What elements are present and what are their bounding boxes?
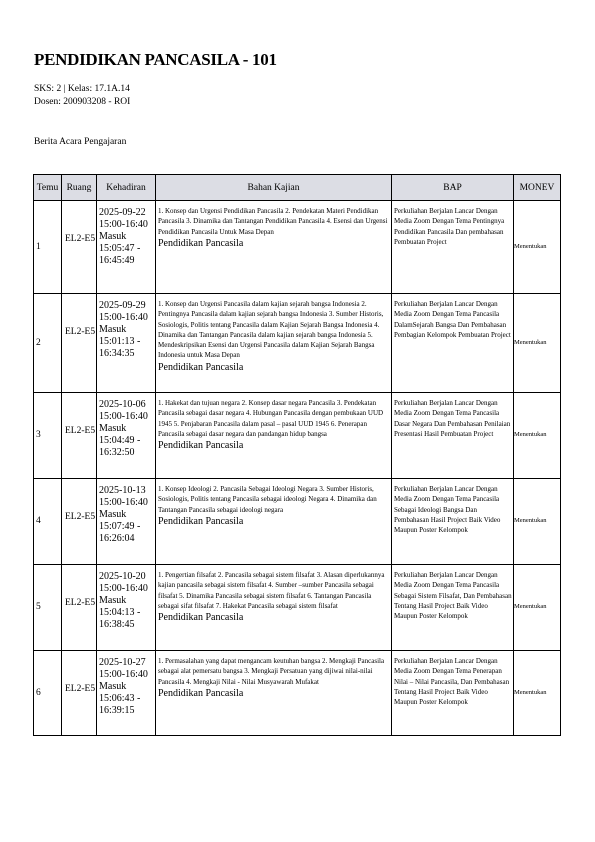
matkul-label: Pendidikan Pancasila	[158, 515, 244, 527]
waktu: 15:05:47 - 16:45:49	[99, 243, 141, 266]
tanggal: 2025-09-29	[99, 300, 146, 311]
waktu: 15:07:49 - 16:26:04	[99, 521, 141, 544]
bahan-cell	[156, 201, 392, 294]
table-bottom-border	[33, 735, 560, 736]
bahan-text: 1. Hakekat dan tujuan negara 2. Konsep dasar negara Pancasila 3. Pendekatan Pancasila sebagai dasar negara 4. Hubungan Pancasila dengan pembukaan UUD 1945 5. Penjabaran Pancasila dalam pasal – pasal UUD 1945 6. Penerapan Pancasila sebagai dasar negara dan pandangan hidup bangsa	[158, 399, 384, 438]
temu-cell: 6	[34, 651, 62, 736]
monev-cell: Menentukan	[514, 294, 561, 393]
ruang-cell: EL2-E5	[62, 294, 97, 393]
tanggal: 2025-10-13	[99, 485, 146, 496]
ruang-cell: EL2-E5	[62, 201, 97, 294]
bahan-text: 1. Pengertian filsafat 2. Pancasila sebagai sistem filsafat 3. Alasan diperlukannya kajian pancasila sebagai sistem filsafat 4. Sumber –sumber Pancasila sebagai filsafat 5. Dinamika Pancasila sebagai sistem filsafat 6. Tantangan Pancasila sebagai sifat filsafat 7. Hakekat Pancasila sebagai sistem filsafat	[158, 571, 385, 610]
bap-cell: Perkuliahan Berjalan Lancar Dengan Media Zoom Dengan Tema Pancasila Sebagai Sistem Filsafat, Dan Pembahasan Tentang Hasil Project Baik Video Maupun Poster Kelompok	[392, 565, 514, 651]
waktu: 15:04:13 - 16:38:45	[99, 607, 141, 630]
waktu: 15:06:43 - 16:39:15	[99, 693, 141, 716]
ruang-cell: EL2-E5	[62, 393, 97, 479]
matkul-label: Pendidikan Pancasila	[158, 361, 244, 373]
bahan-text: 1. Permasalahan yang dapat mengancam keutuhan bangsa 2. Mengkaji Pancasila sebagai alat pemersatu bangsa 3. Mengkaji Persatuan yang dijiwai nilai-nilai Pancasila 4. Mengkaji Nilai - Nilai Musyawarah Mufakat	[158, 657, 385, 686]
kehadiran-cell	[97, 294, 156, 393]
header-temu: Temu	[34, 175, 62, 201]
waktu: 15:04:49 - 16:32:50	[99, 435, 141, 458]
page-title: PENDIDIKAN PANCASILA - 101	[34, 50, 277, 69]
ruang-cell: EL2-E5	[62, 479, 97, 565]
bahan-text: 1. Konsep Ideologi 2. Pancasila Sebagai Ideologi Negara 3. Sumber Historis, Sosiologis, Politis tentang Pancasila sebagai ideologi Negara 4. Dinamika dan Tantangan Pancasila sebagai ideologi negara	[158, 485, 377, 514]
bap-cell: Perkuliahan Berjalan Lancar Dengan Media Zoom Dengan Tema Pancasila Sebagai Ideologi Bangsa Dan Pembahasan Hasil Project Baik Video Maupun Poster Kelompok	[392, 479, 514, 565]
status: Masuk	[99, 423, 127, 434]
kehadiran-cell	[97, 393, 156, 479]
ruang-cell: EL2-E5	[62, 651, 97, 736]
header-monev: MONEV	[514, 175, 561, 201]
tanggal: 2025-09-22	[99, 207, 146, 218]
table-row	[34, 479, 561, 565]
status: Masuk	[99, 509, 127, 520]
bap-cell: Perkuliahan Berjalan Lancar Dengan Media Zoom Dengan Tema Pancasila Dasar Negara Dan Pembahasan Penilaian Presentasi Hasil Pembuatan Project	[392, 393, 514, 479]
temu-cell: 4	[34, 479, 62, 565]
header-bahan-kajian: Bahan Kajian	[156, 175, 392, 201]
table-row	[34, 393, 561, 479]
bahan-cell	[156, 393, 392, 479]
section-title: Berita Acara Pengajaran	[34, 137, 127, 147]
table-header-row	[34, 175, 561, 201]
bap-cell: Perkuliahan Berjalan Lancar Dengan Media Zoom Dengan Tema Pancasila DalamSejarah Bangsa Dan Pembahasan Pembagian Kelompok Pembuatan Project	[392, 294, 514, 393]
bap-table	[33, 174, 561, 736]
tanggal: 2025-10-20	[99, 571, 146, 582]
tanggal: 2025-10-27	[99, 657, 146, 668]
matkul-label: Pendidikan Pancasila	[158, 612, 244, 624]
jam: 15:00-16:40	[99, 219, 148, 230]
status: Masuk	[99, 324, 127, 335]
bap-cell: Perkuliahan Berjalan Lancar Dengan Media Zoom Dengan Tema Penerapan Nilai – Nilai Pancasila, Dan Pembahasan Tentang Hasil Project Baik Video Maupun Poster Kelompok	[392, 651, 514, 736]
tanggal: 2025-10-06	[99, 399, 146, 410]
header-kehadiran: Kehadiran	[97, 175, 156, 201]
status: Masuk	[99, 595, 127, 606]
temu-cell: 3	[34, 393, 62, 479]
waktu: 15:01:13 - 16:34:35	[99, 336, 141, 359]
bahan-cell	[156, 651, 392, 736]
jam: 15:00-16:40	[99, 312, 148, 323]
jam: 15:00-16:40	[99, 669, 148, 680]
kehadiran-cell	[97, 479, 156, 565]
status: Masuk	[99, 231, 127, 242]
jam: 15:00-16:40	[99, 497, 148, 508]
kehadiran-cell	[97, 651, 156, 736]
matkul-label: Pendidikan Pancasila	[158, 687, 244, 699]
table-row	[34, 201, 561, 294]
matkul-label: Pendidikan Pancasila	[158, 440, 244, 452]
temu-cell: 2	[34, 294, 62, 393]
kehadiran-cell	[97, 565, 156, 651]
header-bap: BAP	[392, 175, 514, 201]
monev-cell: Menentukan	[514, 651, 561, 736]
jam: 15:00-16:40	[99, 411, 148, 422]
header-ruang: Ruang	[62, 175, 97, 201]
matkul-label: Pendidikan Pancasila	[158, 237, 244, 249]
bap-cell: Perkuliahan Berjalan Lancar Dengan Media Zoom Dengan Tema Pentingnya Pendidikan Pancasila Dan pembahasan Pembuatan Project	[392, 201, 514, 294]
monev-cell: Menentukan	[514, 201, 561, 294]
sks-kelas-info: SKS: 2 | Kelas: 17.1A.14	[34, 84, 130, 94]
status: Masuk	[99, 681, 127, 692]
monev-cell: Menentukan	[514, 393, 561, 479]
bahan-cell	[156, 479, 392, 565]
temu-cell: 1	[34, 201, 62, 294]
bahan-cell	[156, 565, 392, 651]
table-row	[34, 294, 561, 393]
kehadiran-cell	[97, 201, 156, 294]
table-row	[34, 565, 561, 651]
temu-cell: 5	[34, 565, 62, 651]
monev-cell: Menentukan	[514, 479, 561, 565]
bahan-text: 1. Konsep dan Urgensi Pendidikan Pancasila 2. Pendekatan Materi Pendidikan Pancasila 3. Dinamika dan Tantangan Pendidikan Pancasila 4. Esensi dan Urgensi Pendidikan Pancasila Untuk Masa Depan	[158, 207, 388, 236]
jam: 15:00-16:40	[99, 583, 148, 594]
ruang-cell: EL2-E5	[62, 565, 97, 651]
monev-cell: Menentukan	[514, 565, 561, 651]
dosen-info: Dosen: 200903208 - ROI	[34, 97, 131, 107]
bahan-text: 1. Konsep dan Urgensi Pancasila dalam kajian sejarah bangsa Indonesia 2. Pentingnya Pancasila dalam kajian sejarah bangsa Indonesia 3. Sumber Historis, Sosiologis, Politis tentang Pancasila dalam Kajian Sejarah Bangsa Indonesia 4. Dinamika dan Tantangan Pancasila dalam kajian sejarah bangsa Indonesia 5. Mendeskripsikan Esensi dan Urgensi Pancasila dalam Kajian Sejarah Bangsa Indonesia untuk Masa Depan	[158, 300, 384, 360]
table-row	[34, 651, 561, 736]
bahan-cell	[156, 294, 392, 393]
